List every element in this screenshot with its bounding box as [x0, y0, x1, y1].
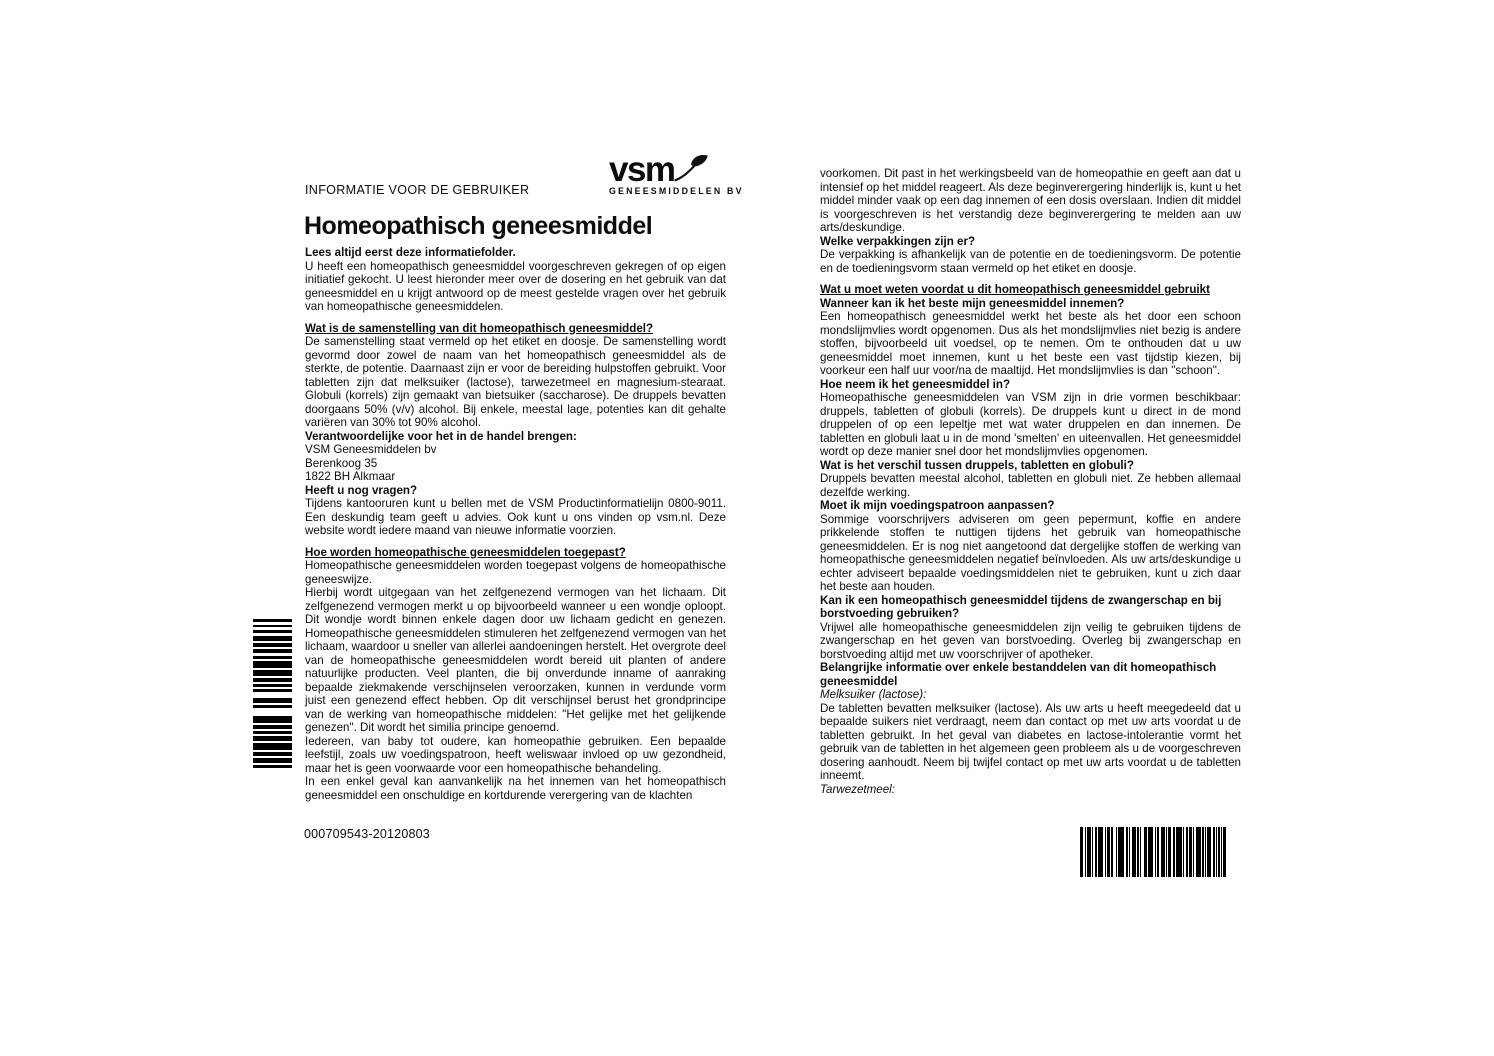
barcode-bar	[253, 643, 292, 647]
barcode-bar	[253, 625, 292, 627]
barcode-bar	[1186, 827, 1188, 877]
underlined-section-heading: Wat u moet weten voordat u dit homeopathisch geneesmiddel gebruikt	[820, 283, 1210, 296]
barcode-bar	[1196, 827, 1201, 877]
paragraph: De verpakking is afhankelijk van de potentie en de toedieningsvorm. De potentie en de toedieningsvorm staan vermeld op het etiket en doosje.	[820, 248, 1241, 275]
barcode-bar	[1116, 827, 1117, 877]
barcode-bar	[253, 670, 292, 676]
paragraph: Homeopathische geneesmiddelen worden toegepast volgens de homeopathische geneeswijze.	[305, 559, 726, 586]
paragraph: In een enkel geval kan aanvankelijk na het innemen van het homeopathisch geneesmiddel een onschuldige en kortdurende verergering van de klachten	[305, 775, 726, 802]
barcode-bar	[1132, 827, 1136, 877]
barcode-bar	[253, 636, 292, 641]
barcode-bar	[253, 731, 292, 734]
barcode-bar	[1107, 827, 1110, 877]
text-line: Berenkoog 35	[305, 456, 378, 470]
vertical-barcode	[253, 619, 292, 785]
paragraph: voorkomen. Dit past in het werkingsbeeld van de homeopathie en geeft aan dat u intensief op het middel reageert. Als deze beginverergering hinderlijk is, kunt u het middel minder vaak op een dag innemen of een dosis overslaan. Indien dit middel is voorgeschreven is het verstandig deze beginverergering te melden aan uw arts/deskundige.	[820, 167, 1241, 234]
barcode-bar	[1218, 827, 1220, 877]
barcode-bar	[253, 661, 292, 668]
barcode-bar	[1105, 827, 1106, 877]
paragraph: Vrijwel alle homeopathische geneesmiddelen zijn veilig te gebruiken tijdens de zwangerschap en het geven van borstvoeding. Overleg bij zwangerschap en borstvoeding altijd met uw voorschrijver of apotheker.	[820, 620, 1241, 661]
paragraph: Homeopathische geneesmiddelen van VSM zijn in drie vormen beschikbaar: druppels, tabletten of globuli (korrels). De druppels kunt u direct in de mond druppelen of op een lepeltje met wat water druppelen en dan innemen. De tabletten en globuli laat u in de mond 'smelten' en uiteenvallen. Het geneesmiddel wordt op deze manier snel door het mondslijmvlies opgenomen.	[820, 391, 1241, 458]
barcode-bar	[1157, 827, 1159, 877]
barcode-bar	[1155, 827, 1156, 877]
barcode-bar	[253, 765, 292, 768]
barcode-bar	[1085, 827, 1086, 877]
barcode-bar	[1140, 827, 1141, 877]
section-heading: Moet ik mijn voedingspatroon aanpassen?	[820, 499, 1055, 512]
underlined-section-heading: Hoe worden homeopathische geneesmiddelen toegepast?	[305, 545, 626, 559]
horizontal-barcode	[1080, 827, 1226, 877]
paragraph: De samenstelling staat vermeld op het etiket en doosje. De samenstelling wordt gevormd door zowel de naam van het homeopathisch geneesmiddel als de sterkte, de potentie. Daarnaast zijn er voor de bereiding hulpstoffen gebruikt. Voor tabletten zijn dat melksuiker (lactose), tarwezetmeel en magnesium-stearaat. Globuli (korrels) zijn gemaakt van bietsuiker (saccharose). De druppels bevatten doorgaans 50% (v/v) alcohol. Bij enkele, meestal lage, potenties kan dit gehalte variëren van 30% tot 90% alcohol.	[305, 335, 726, 429]
paragraph: Een homeopathisch geneesmiddel werkt het beste als het door een schoon mondslijmvlies wordt opgenomen. Dus als het mondslijmvlies niet bezig is andere stoffen, bijvoorbeeld uit voedsel, op te nemen. Om te onthouden dat u uw geneesmiddel moet innemen, kunt u het beste een vast tijdstip kiezen, bij voorkeur een half uur voor/na de maaltijd. Het mondslijmvlies is dan "schoon".	[820, 310, 1241, 377]
section-heading: Kan ik een homeopathisch geneesmiddel tijdens de zwangerschap en bij borstvoeding gebruiken?	[820, 593, 1222, 620]
barcode-bar	[253, 725, 292, 729]
barcode-bar	[1176, 827, 1182, 877]
barcode-bar	[253, 656, 292, 659]
barcode-bar	[1216, 827, 1217, 877]
barcode-bar	[1173, 827, 1175, 877]
barcode-bar	[1189, 827, 1192, 877]
section-heading: Heeft u nog vragen?	[305, 483, 418, 497]
barcode-bar	[253, 705, 292, 708]
barcode-bar	[1095, 827, 1097, 877]
barcode-bar	[1221, 827, 1222, 877]
barcode-bar	[1087, 827, 1091, 877]
barcode-bar	[1193, 827, 1194, 877]
barcode-bar	[1166, 827, 1167, 877]
text-line: 1822 BH Alkmaar	[305, 470, 396, 483]
section-heading: Verantwoordelijke voor het in de handel brengen:	[305, 429, 577, 443]
barcode-bar	[253, 689, 292, 692]
barcode-bar	[1183, 827, 1184, 877]
product-code: 000709543-20120803	[304, 827, 430, 841]
barcode-bar	[1126, 827, 1128, 877]
barcode-bar	[1111, 827, 1113, 877]
vsm-logo	[609, 150, 744, 196]
italic-label: Tarwezetmeel:	[820, 782, 895, 796]
paragraph: Druppels bevatten meestal alcohol, tabletten en globuli niet. Ze hebben allemaal dezelfde werking.	[820, 472, 1241, 499]
barcode-bar	[1213, 827, 1215, 877]
barcode-bar	[253, 716, 292, 723]
barcode-bar	[1144, 827, 1147, 877]
barcode-bar	[1161, 827, 1165, 877]
section-heading: Lees altijd eerst deze informatiefolder.	[305, 246, 516, 259]
paragraph: Tijdens kantooruren kunt u bellen met de VSM Productinformatielijn 0800-9011. Een deskundig team geeft u advies. Ook kunt u ons vinden op vsm.nl. Deze website wordt iedere maand van nieuwe informatie voorzien.	[305, 497, 726, 537]
vsm-logo-row	[609, 150, 744, 189]
text-line: VSM Geneesmiddelen bv	[305, 443, 437, 456]
section-heading: Welke verpakkingen zijn er?	[820, 234, 976, 248]
barcode-bar	[1118, 827, 1124, 877]
document-kicker: INFORMATIE VOOR DE GEBRUIKER	[305, 183, 530, 197]
vsm-logo-text: vsm	[609, 150, 675, 189]
barcode-bar	[1202, 827, 1204, 877]
barcode-bar	[253, 678, 292, 682]
barcode-bar	[1092, 827, 1093, 877]
italic-label: Melksuiker (lactose):	[820, 688, 927, 701]
barcode-bar	[1168, 827, 1171, 877]
underlined-section-heading: Wat is de samenstelling van dit homeopathisch geneesmiddel?	[305, 321, 654, 335]
barcode-bar	[253, 684, 292, 687]
barcode-bar	[253, 649, 292, 653]
right-column	[820, 167, 1241, 796]
barcode-bar	[253, 752, 292, 756]
barcode-bar	[253, 630, 292, 633]
barcode-bar	[253, 758, 292, 763]
barcode-bar	[1080, 827, 1083, 877]
paragraph: De tabletten bevatten melksuiker (lactose). Als uw arts u heeft meegedeeld dat u bepaalde suikers niet verdraagt, neem dan contact op met uw arts voordat u de tabletten gebruikt. In het geval van diabetes en lactose-intolerantie vormt het gebruik van de tabletten in het algemeen geen probleem als u de voorgeschreven dosering aanhoudt. Neem bij twijfel contact op met uw arts voordat u de tabletten inneemt.	[820, 701, 1241, 782]
section-heading: Belangrijke informatie over enkele bestanddelen van dit homeopathisch geneesmiddel	[820, 661, 1217, 688]
section-heading: Hoe neem ik het geneesmiddel in?	[820, 377, 1011, 391]
leaf-icon	[674, 154, 710, 182]
page-title: Homeopathisch geneesmiddel	[304, 212, 653, 240]
paragraph: U heeft een homeopathisch geneesmiddel voorgeschreven gekregen of op eigen initiatief gekocht. U leest hieronder meer over de dosering en het gebruik van dat geneesmiddel en u krijgt antwoord op de meest gestelde vragen over het gebruik van homeopathische geneesmiddelen.	[305, 259, 726, 313]
paragraph: Hierbij wordt uitgegaan van het zelfgenezend vermogen van het lichaam. Dit zelfgenezend vermogen merkt u op bijvoorbeeld wanneer u een wondje oploopt. Dit wondje wordt binnen enkele dagen door uw lichaam gedicht en genezen. Homeopathische geneesmiddelen stimuleren het zelfgenezend vermogen van het lichaam, waardoor u sneller van allerlei aandoeningen herstelt. Het overgrote deel van de homeopathische geneesmiddelen wordt bereid uit planten of andere natuurlijke producten. Veel planten, die bij onverdunde inname of aanraking bepaalde ziekmakende verschijnselen veroorzaken, kunnen in verdunde vorm juist een genezend effect hebben. Op dit verschijnsel berust het grondprincipe van de werking van homeopathische middelen: "Het gelijke met het gelijkende genezen". Dit wordt het similia principe genoemd.	[305, 586, 726, 734]
barcode-bar	[253, 736, 292, 741]
barcode-bar	[1137, 827, 1139, 877]
barcode-bar	[1098, 827, 1103, 877]
left-column	[305, 246, 726, 802]
barcode-bar	[1207, 827, 1211, 877]
barcode-bar	[1129, 827, 1130, 877]
barcode-bar	[1205, 827, 1206, 877]
barcode-bar	[1223, 827, 1226, 877]
section-heading: Wat is het verschil tussen druppels, tabletten en globuli?	[820, 458, 1134, 472]
paragraph: Iedereen, van baby tot oudere, kan homeopathie gebruiken. Een bepaalde leefstijl, zoals uw voedingspatroon, heeft weliswaar invloed op uw gezondheid, maar het is geen voorwaarde voor een homeopathische behandeling.	[305, 734, 726, 775]
barcode-bar	[1148, 827, 1153, 877]
barcode-bar	[253, 619, 292, 622]
vsm-logo-subtitle: GENEESMIDDELEN BV	[609, 186, 744, 196]
section-heading: Wanneer kan ik het beste mijn geneesmiddel innemen?	[820, 296, 1125, 310]
barcode-bar	[253, 743, 292, 750]
paragraph: Sommige voorschrijvers adviseren om geen pepermunt, koffie en andere prikkelende stoffen te nuttigen tijdens het gebruik van homeopathische geneesmiddelen. Er is nog niet aangetoond dat dergelijke stoffen de werking van homeopathische geneesmiddelen negatief beïnvloeden. Als uw arts/deskundige u echter adviseert bepaalde voedingsmiddelen niet te gebruiken, kunt u zich daar het beste aan houden.	[820, 512, 1241, 593]
barcode-bar	[253, 698, 292, 703]
